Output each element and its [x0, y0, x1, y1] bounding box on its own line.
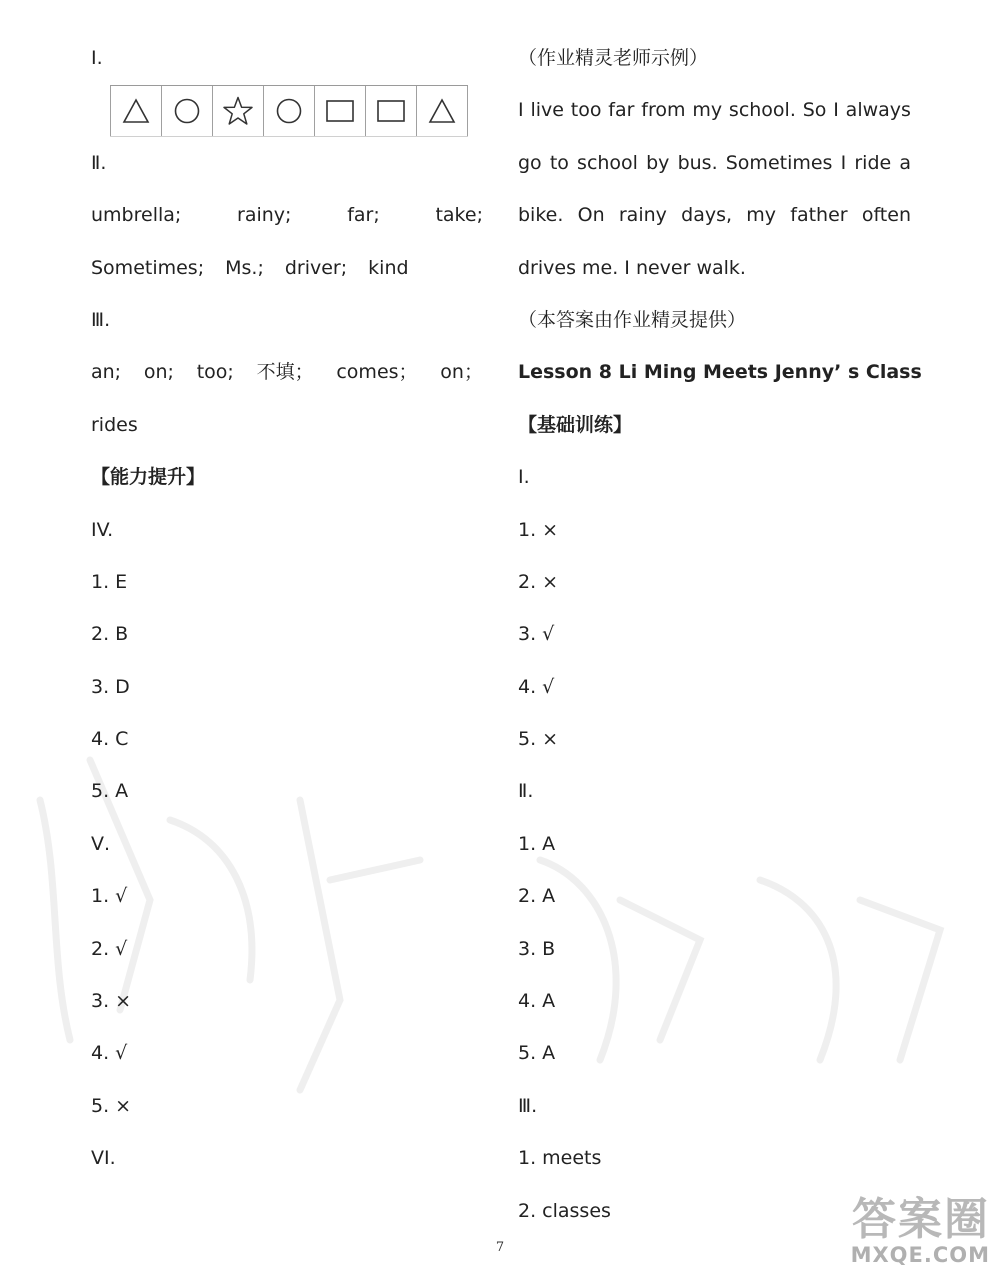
word: a: [899, 151, 911, 174]
provider-note: （本答案由作业精灵提供）: [518, 308, 747, 331]
word: school: [577, 151, 638, 174]
word: always: [845, 99, 911, 122]
word: driver;: [284, 256, 348, 279]
word: often: [861, 204, 911, 227]
word: on；: [440, 361, 483, 384]
word: Sometimes;: [91, 256, 205, 279]
word: bike.: [518, 204, 564, 227]
section-label-3: Ⅲ.: [518, 1094, 538, 1117]
word: I: [840, 151, 847, 174]
word: Ms.;: [225, 256, 264, 279]
section-label-1: Ⅰ.: [91, 47, 103, 69]
word: I: [518, 99, 524, 122]
answer-item: 4. C: [91, 728, 129, 751]
brand-en-text: MXQE.COM: [850, 1243, 990, 1267]
brand-watermark-logo: [795, 1196, 990, 1268]
page-number: 7: [495, 1240, 505, 1255]
word: rainy: [618, 204, 667, 227]
section-label-2: Ⅱ.: [518, 780, 534, 803]
word: umbrella;: [91, 204, 182, 227]
section-label-6: VI.: [91, 1147, 116, 1170]
word-list-line-2: [91, 242, 483, 294]
square-icon: [365, 86, 416, 136]
answer-item: 1. A: [518, 832, 556, 855]
triangle-icon: [416, 86, 468, 136]
word: rainy;: [237, 204, 292, 227]
shape-grid: [110, 85, 468, 137]
word: live: [530, 99, 564, 122]
word: school.: [728, 99, 796, 122]
word: 不填；: [256, 361, 314, 384]
left-column: [91, 32, 483, 1185]
word: kind: [368, 256, 409, 279]
word: by: [646, 151, 670, 174]
section-label-3: Ⅲ.: [91, 308, 111, 331]
answer-item: 2. classes: [518, 1199, 611, 1222]
example-note: （作业精灵老师示例）: [518, 47, 709, 69]
answer-item: 5. ×: [91, 1094, 132, 1117]
triangle-icon: [110, 86, 161, 136]
circle-icon: [161, 86, 212, 136]
right-column: [518, 32, 922, 1237]
word: far: [608, 99, 635, 122]
word: On: [577, 204, 605, 227]
word: from: [641, 99, 686, 122]
answer-item: 2. A: [518, 885, 556, 908]
answer-item: 4. A: [518, 990, 556, 1013]
answer-item: 1. √: [91, 885, 128, 908]
word: my: [746, 204, 777, 227]
section-label-4: IV.: [91, 518, 114, 541]
answer-item: 2. B: [91, 623, 129, 646]
answer-item: 2. ×: [518, 570, 559, 593]
answer-item: 1. E: [91, 570, 128, 593]
answer-item: 3. √: [518, 623, 555, 646]
fill-answers-line-1: [91, 346, 483, 398]
paragraph-line: [518, 84, 911, 136]
answer-item: 3. D: [91, 675, 130, 698]
word: to: [549, 151, 569, 174]
word: bus.: [677, 151, 718, 174]
answer-item: 3. ×: [91, 990, 132, 1013]
answer-item: 3. B: [518, 937, 556, 960]
word-list-line-1: [91, 189, 483, 241]
answer-item: 5. A: [518, 1042, 556, 1065]
section-label-5: Ⅴ.: [91, 832, 111, 855]
section-label-2: Ⅱ.: [91, 151, 107, 174]
word: my: [692, 99, 723, 122]
brand-cn-text: 答案圈: [852, 1194, 990, 1245]
section-label-1: Ⅰ.: [518, 466, 530, 489]
word: too: [570, 99, 602, 122]
star-icon: [212, 86, 263, 136]
square-icon: [314, 86, 365, 136]
answer-item: 1. meets: [518, 1147, 602, 1170]
word: comes；: [336, 361, 418, 384]
word: ride: [854, 151, 892, 174]
paragraph-line: [518, 189, 911, 241]
word: go: [518, 151, 542, 174]
lesson-title: Lesson 8 Li Ming Meets Jenny’ s Class: [518, 361, 922, 384]
word: days,: [681, 204, 733, 227]
answer-item: 5. ×: [518, 728, 559, 751]
word: on;: [143, 361, 174, 384]
paragraph-line: [518, 137, 911, 189]
answer-item: 2. √: [91, 937, 128, 960]
circle-icon: [263, 86, 314, 136]
answer-item: 5. A: [91, 780, 129, 803]
word: far;: [347, 204, 380, 227]
word: Sometimes: [725, 151, 833, 174]
word: take;: [435, 204, 483, 227]
word: too;: [196, 361, 234, 384]
ability-heading: 【能力提升】: [91, 466, 206, 489]
basic-heading: 【基础训练】: [518, 413, 633, 436]
paragraph-last-line: drives me. I never walk.: [518, 256, 746, 279]
word: father: [790, 204, 848, 227]
word: So: [802, 99, 827, 122]
shape-answer-row: [91, 84, 483, 136]
answer-item: 1. ×: [518, 518, 559, 541]
word: an;: [91, 361, 122, 384]
fill-answers-line-2: rides: [91, 413, 138, 436]
word: I: [833, 99, 839, 122]
answer-item: 4. √: [518, 675, 555, 698]
answer-item: 4. √: [91, 1042, 128, 1065]
